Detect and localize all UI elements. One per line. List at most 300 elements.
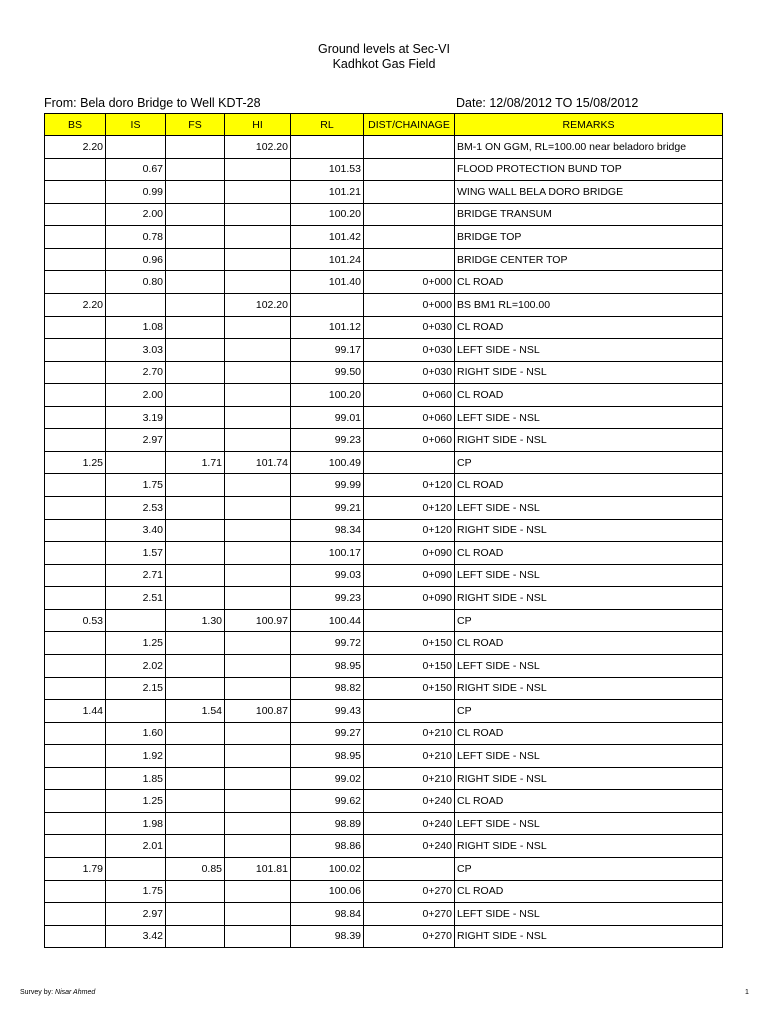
- rl-cell: 99.23: [291, 587, 364, 610]
- chainage-cell: [364, 181, 455, 204]
- remarks-cell: BM-1 ON GGM, RL=100.00 near beladoro bridge: [455, 136, 723, 159]
- remarks-cell: RIGHT SIDE - NSL: [455, 767, 723, 790]
- remarks-cell: CL ROAD: [455, 790, 723, 813]
- hi-cell: [225, 835, 291, 858]
- rl-cell: 101.12: [291, 316, 364, 339]
- is-cell: [106, 136, 166, 159]
- table-row: [45, 339, 723, 362]
- remarks-cell: CP: [455, 451, 723, 474]
- hi-cell: [225, 384, 291, 407]
- table-row: [45, 654, 723, 677]
- hi-cell: [225, 248, 291, 271]
- hi-cell: 100.97: [225, 609, 291, 632]
- is-cell: 2.97: [106, 903, 166, 926]
- hi-cell: 101.74: [225, 451, 291, 474]
- hi-cell: 101.81: [225, 858, 291, 881]
- table-row: [45, 384, 723, 407]
- fs-cell: [166, 654, 225, 677]
- hi-cell: [225, 880, 291, 903]
- title-line-2: Kadhkot Gas Field: [332, 57, 436, 71]
- hi-cell: [225, 925, 291, 948]
- bs-cell: [45, 677, 106, 700]
- rl-cell: 100.20: [291, 203, 364, 226]
- rl-cell: 100.02: [291, 858, 364, 881]
- table-row: [45, 181, 723, 204]
- hi-cell: [225, 812, 291, 835]
- bs-cell: [45, 745, 106, 768]
- levels-table: [44, 113, 723, 948]
- is-cell: 0.80: [106, 271, 166, 294]
- hi-cell: [225, 406, 291, 429]
- table-row: [45, 609, 723, 632]
- fs-cell: [166, 903, 225, 926]
- bs-cell: [45, 767, 106, 790]
- fs-cell: [166, 136, 225, 159]
- rl-cell: 98.34: [291, 519, 364, 542]
- rl-cell: [291, 293, 364, 316]
- chainage-cell: 0+210: [364, 722, 455, 745]
- table-row: [45, 542, 723, 565]
- chainage-cell: 0+000: [364, 271, 455, 294]
- is-cell: [106, 609, 166, 632]
- chainage-cell: 0+240: [364, 812, 455, 835]
- is-cell: 1.92: [106, 745, 166, 768]
- remarks-cell: CL ROAD: [455, 632, 723, 655]
- bs-cell: [45, 429, 106, 452]
- chainage-cell: 0+270: [364, 880, 455, 903]
- is-cell: 1.25: [106, 632, 166, 655]
- fs-cell: [166, 880, 225, 903]
- table-row: [45, 316, 723, 339]
- hi-cell: [225, 745, 291, 768]
- chainage-cell: 0+150: [364, 632, 455, 655]
- bs-cell: [45, 271, 106, 294]
- remarks-cell: RIGHT SIDE - NSL: [455, 519, 723, 542]
- fs-cell: [166, 835, 225, 858]
- chainage-cell: [364, 158, 455, 181]
- is-cell: 2.70: [106, 361, 166, 384]
- chainage-cell: [364, 248, 455, 271]
- is-cell: 3.19: [106, 406, 166, 429]
- hi-cell: [225, 632, 291, 655]
- bs-cell: 1.25: [45, 451, 106, 474]
- bs-cell: [45, 903, 106, 926]
- remarks-cell: BRIDGE TRANSUM: [455, 203, 723, 226]
- is-cell: [106, 700, 166, 723]
- bs-cell: [45, 812, 106, 835]
- remarks-cell: LEFT SIDE - NSL: [455, 812, 723, 835]
- table-row: [45, 203, 723, 226]
- rl-cell: 99.17: [291, 339, 364, 362]
- fs-cell: [166, 474, 225, 497]
- rl-cell: 100.20: [291, 384, 364, 407]
- chainage-cell: 0+270: [364, 903, 455, 926]
- table-row: [45, 925, 723, 948]
- rl-cell: 98.95: [291, 745, 364, 768]
- remarks-cell: CL ROAD: [455, 880, 723, 903]
- table-body: [45, 136, 723, 948]
- fs-cell: [166, 632, 225, 655]
- fs-cell: 1.71: [166, 451, 225, 474]
- remarks-cell: CP: [455, 609, 723, 632]
- remarks-cell: LEFT SIDE - NSL: [455, 564, 723, 587]
- fs-cell: [166, 790, 225, 813]
- rl-cell: 98.89: [291, 812, 364, 835]
- document-title: [0, 42, 768, 72]
- table-row: [45, 745, 723, 768]
- table-row: [45, 519, 723, 542]
- table-row: [45, 632, 723, 655]
- page-number: 1: [745, 989, 749, 996]
- bs-cell: [45, 181, 106, 204]
- hi-cell: [225, 519, 291, 542]
- chainage-cell: [364, 858, 455, 881]
- fs-cell: [166, 226, 225, 249]
- fs-cell: [166, 564, 225, 587]
- table-row: [45, 293, 723, 316]
- fs-cell: [166, 497, 225, 520]
- bs-cell: [45, 519, 106, 542]
- is-cell: 0.78: [106, 226, 166, 249]
- chainage-cell: [364, 451, 455, 474]
- fs-cell: [166, 677, 225, 700]
- hi-cell: [225, 271, 291, 294]
- hi-cell: [225, 677, 291, 700]
- chainage-cell: 0+060: [364, 384, 455, 407]
- remarks-cell: RIGHT SIDE - NSL: [455, 835, 723, 858]
- is-cell: 1.25: [106, 790, 166, 813]
- remarks-cell: LEFT SIDE - NSL: [455, 497, 723, 520]
- chainage-cell: 0+150: [364, 677, 455, 700]
- rl-cell: 99.72: [291, 632, 364, 655]
- from-label: From: Bela doro Bridge to Well KDT-28: [44, 96, 261, 110]
- rl-cell: 99.03: [291, 564, 364, 587]
- bs-cell: [45, 497, 106, 520]
- remarks-cell: RIGHT SIDE - NSL: [455, 361, 723, 384]
- hi-cell: [225, 316, 291, 339]
- remarks-cell: RIGHT SIDE - NSL: [455, 429, 723, 452]
- remarks-cell: CL ROAD: [455, 722, 723, 745]
- col-header-bs: BS: [45, 114, 106, 136]
- remarks-cell: CL ROAD: [455, 271, 723, 294]
- remarks-cell: CL ROAD: [455, 384, 723, 407]
- remarks-cell: CL ROAD: [455, 474, 723, 497]
- is-cell: 1.75: [106, 474, 166, 497]
- table-row: [45, 451, 723, 474]
- hi-cell: [225, 181, 291, 204]
- bs-cell: [45, 587, 106, 610]
- remarks-cell: BS BM1 RL=100.00: [455, 293, 723, 316]
- fs-cell: 1.30: [166, 609, 225, 632]
- table-header-row: [45, 114, 723, 136]
- chainage-cell: 0+210: [364, 745, 455, 768]
- is-cell: 1.75: [106, 880, 166, 903]
- col-header-remarks: REMARKS: [455, 114, 723, 136]
- chainage-cell: 0+120: [364, 474, 455, 497]
- is-cell: 2.02: [106, 654, 166, 677]
- is-cell: 2.71: [106, 564, 166, 587]
- table-row: [45, 474, 723, 497]
- fs-cell: [166, 812, 225, 835]
- fs-cell: [166, 339, 225, 362]
- is-cell: [106, 293, 166, 316]
- remarks-cell: LEFT SIDE - NSL: [455, 339, 723, 362]
- fs-cell: [166, 722, 225, 745]
- table-row: [45, 248, 723, 271]
- hi-cell: 100.87: [225, 700, 291, 723]
- is-cell: 1.85: [106, 767, 166, 790]
- remarks-cell: RIGHT SIDE - NSL: [455, 925, 723, 948]
- fs-cell: [166, 406, 225, 429]
- fs-cell: [166, 361, 225, 384]
- table-row: [45, 903, 723, 926]
- rl-cell: 99.99: [291, 474, 364, 497]
- hi-cell: [225, 722, 291, 745]
- bs-cell: [45, 226, 106, 249]
- fs-cell: [166, 767, 225, 790]
- remarks-cell: LEFT SIDE - NSL: [455, 745, 723, 768]
- table-row: [45, 226, 723, 249]
- remarks-cell: WING WALL BELA DORO BRIDGE: [455, 181, 723, 204]
- rl-cell: 99.62: [291, 790, 364, 813]
- bs-cell: [45, 790, 106, 813]
- rl-cell: 98.82: [291, 677, 364, 700]
- is-cell: 2.01: [106, 835, 166, 858]
- hi-cell: [225, 564, 291, 587]
- rl-cell: 99.02: [291, 767, 364, 790]
- remarks-cell: LEFT SIDE - NSL: [455, 903, 723, 926]
- is-cell: [106, 858, 166, 881]
- remarks-cell: CP: [455, 858, 723, 881]
- chainage-cell: 0+030: [364, 361, 455, 384]
- hi-cell: [225, 339, 291, 362]
- table-row: [45, 722, 723, 745]
- hi-cell: [225, 203, 291, 226]
- bs-cell: [45, 316, 106, 339]
- rl-cell: 100.44: [291, 609, 364, 632]
- table-row: [45, 858, 723, 881]
- bs-cell: 2.20: [45, 136, 106, 159]
- table-row: [45, 136, 723, 159]
- bs-cell: [45, 384, 106, 407]
- chainage-cell: [364, 136, 455, 159]
- rl-cell: 100.06: [291, 880, 364, 903]
- rl-cell: 100.49: [291, 451, 364, 474]
- bs-cell: 0.53: [45, 609, 106, 632]
- remarks-cell: FLOOD PROTECTION BUND TOP: [455, 158, 723, 181]
- rl-cell: 101.40: [291, 271, 364, 294]
- table-row: [45, 406, 723, 429]
- rl-cell: 99.43: [291, 700, 364, 723]
- is-cell: 1.08: [106, 316, 166, 339]
- bs-cell: [45, 632, 106, 655]
- chainage-cell: [364, 203, 455, 226]
- chainage-cell: [364, 226, 455, 249]
- fs-cell: [166, 158, 225, 181]
- is-cell: 2.53: [106, 497, 166, 520]
- table-row: [45, 835, 723, 858]
- bs-cell: [45, 474, 106, 497]
- remarks-cell: RIGHT SIDE - NSL: [455, 587, 723, 610]
- remarks-cell: LEFT SIDE - NSL: [455, 654, 723, 677]
- hi-cell: 102.20: [225, 136, 291, 159]
- hi-cell: [225, 158, 291, 181]
- chainage-cell: 0+090: [364, 564, 455, 587]
- remarks-cell: BRIDGE CENTER TOP: [455, 248, 723, 271]
- rl-cell: 101.21: [291, 181, 364, 204]
- table-row: [45, 158, 723, 181]
- fs-cell: [166, 203, 225, 226]
- survey-label: Survey by:: [20, 989, 54, 996]
- remarks-cell: RIGHT SIDE - NSL: [455, 677, 723, 700]
- col-header-hi: HI: [225, 114, 291, 136]
- chainage-cell: 0+090: [364, 542, 455, 565]
- rl-cell: 99.21: [291, 497, 364, 520]
- table-row: [45, 812, 723, 835]
- is-cell: 0.99: [106, 181, 166, 204]
- remarks-cell: CP: [455, 700, 723, 723]
- col-header-is: IS: [106, 114, 166, 136]
- chainage-cell: 0+030: [364, 316, 455, 339]
- table-row: [45, 429, 723, 452]
- title-line-1: Ground levels at Sec-VI: [317, 42, 450, 56]
- bs-cell: 1.79: [45, 858, 106, 881]
- rl-cell: 99.27: [291, 722, 364, 745]
- table-row: [45, 271, 723, 294]
- table-row: [45, 700, 723, 723]
- rl-cell: 99.01: [291, 406, 364, 429]
- is-cell: 2.00: [106, 384, 166, 407]
- hi-cell: [225, 587, 291, 610]
- bs-cell: 2.20: [45, 293, 106, 316]
- hi-cell: [225, 226, 291, 249]
- remarks-cell: CL ROAD: [455, 542, 723, 565]
- bs-cell: [45, 654, 106, 677]
- bs-cell: [45, 564, 106, 587]
- table-row: [45, 880, 723, 903]
- fs-cell: [166, 519, 225, 542]
- fs-cell: [166, 429, 225, 452]
- survey-credit: [20, 989, 95, 996]
- fs-cell: [166, 925, 225, 948]
- chainage-cell: 0+060: [364, 406, 455, 429]
- is-cell: 1.57: [106, 542, 166, 565]
- hi-cell: [225, 474, 291, 497]
- table-row: [45, 361, 723, 384]
- is-cell: 3.40: [106, 519, 166, 542]
- chainage-cell: 0+210: [364, 767, 455, 790]
- fs-cell: [166, 181, 225, 204]
- rl-cell: 98.86: [291, 835, 364, 858]
- chainage-cell: 0+030: [364, 339, 455, 362]
- chainage-cell: [364, 700, 455, 723]
- bs-cell: [45, 248, 106, 271]
- bs-cell: [45, 835, 106, 858]
- fs-cell: [166, 316, 225, 339]
- col-header-chainage: DIST/CHAINAGE: [364, 114, 455, 136]
- fs-cell: [166, 542, 225, 565]
- rl-cell: 99.23: [291, 429, 364, 452]
- bs-cell: [45, 158, 106, 181]
- bs-cell: [45, 339, 106, 362]
- is-cell: [106, 451, 166, 474]
- table-row: [45, 587, 723, 610]
- bs-cell: [45, 203, 106, 226]
- is-cell: 3.03: [106, 339, 166, 362]
- fs-cell: [166, 384, 225, 407]
- hi-cell: [225, 542, 291, 565]
- col-header-fs: FS: [166, 114, 225, 136]
- rl-cell: [291, 136, 364, 159]
- is-cell: 0.67: [106, 158, 166, 181]
- chainage-cell: 0+270: [364, 925, 455, 948]
- hi-cell: [225, 903, 291, 926]
- is-cell: 2.97: [106, 429, 166, 452]
- is-cell: 3.42: [106, 925, 166, 948]
- table-row: [45, 790, 723, 813]
- is-cell: 2.00: [106, 203, 166, 226]
- chainage-cell: 0+000: [364, 293, 455, 316]
- rl-cell: 98.95: [291, 654, 364, 677]
- fs-cell: [166, 587, 225, 610]
- is-cell: 0.96: [106, 248, 166, 271]
- table-row: [45, 767, 723, 790]
- chainage-cell: 0+240: [364, 835, 455, 858]
- table-row: [45, 564, 723, 587]
- chainage-cell: [364, 609, 455, 632]
- bs-cell: [45, 880, 106, 903]
- hi-cell: [225, 429, 291, 452]
- hi-cell: [225, 497, 291, 520]
- col-header-rl: RL: [291, 114, 364, 136]
- fs-cell: [166, 745, 225, 768]
- chainage-cell: 0+090: [364, 587, 455, 610]
- rl-cell: 101.24: [291, 248, 364, 271]
- fs-cell: [166, 293, 225, 316]
- fs-cell: [166, 248, 225, 271]
- rl-cell: 100.17: [291, 542, 364, 565]
- is-cell: 1.60: [106, 722, 166, 745]
- is-cell: 2.51: [106, 587, 166, 610]
- hi-cell: 102.20: [225, 293, 291, 316]
- bs-cell: [45, 542, 106, 565]
- rl-cell: 99.50: [291, 361, 364, 384]
- date-label: Date: 12/08/2012 TO 15/08/2012: [456, 96, 639, 110]
- hi-cell: [225, 767, 291, 790]
- fs-cell: [166, 271, 225, 294]
- chainage-cell: 0+150: [364, 654, 455, 677]
- is-cell: 1.98: [106, 812, 166, 835]
- fs-cell: 1.54: [166, 700, 225, 723]
- bs-cell: 1.44: [45, 700, 106, 723]
- surveyor-name: Nisar Ahmed: [55, 989, 96, 996]
- hi-cell: [225, 654, 291, 677]
- rl-cell: 101.53: [291, 158, 364, 181]
- rl-cell: 98.84: [291, 903, 364, 926]
- rl-cell: 98.39: [291, 925, 364, 948]
- bs-cell: [45, 925, 106, 948]
- remarks-cell: CL ROAD: [455, 316, 723, 339]
- chainage-cell: 0+120: [364, 519, 455, 542]
- table-row: [45, 497, 723, 520]
- chainage-cell: 0+060: [364, 429, 455, 452]
- rl-cell: 101.42: [291, 226, 364, 249]
- fs-cell: 0.85: [166, 858, 225, 881]
- is-cell: 2.15: [106, 677, 166, 700]
- chainage-cell: 0+240: [364, 790, 455, 813]
- chainage-cell: 0+120: [364, 497, 455, 520]
- bs-cell: [45, 722, 106, 745]
